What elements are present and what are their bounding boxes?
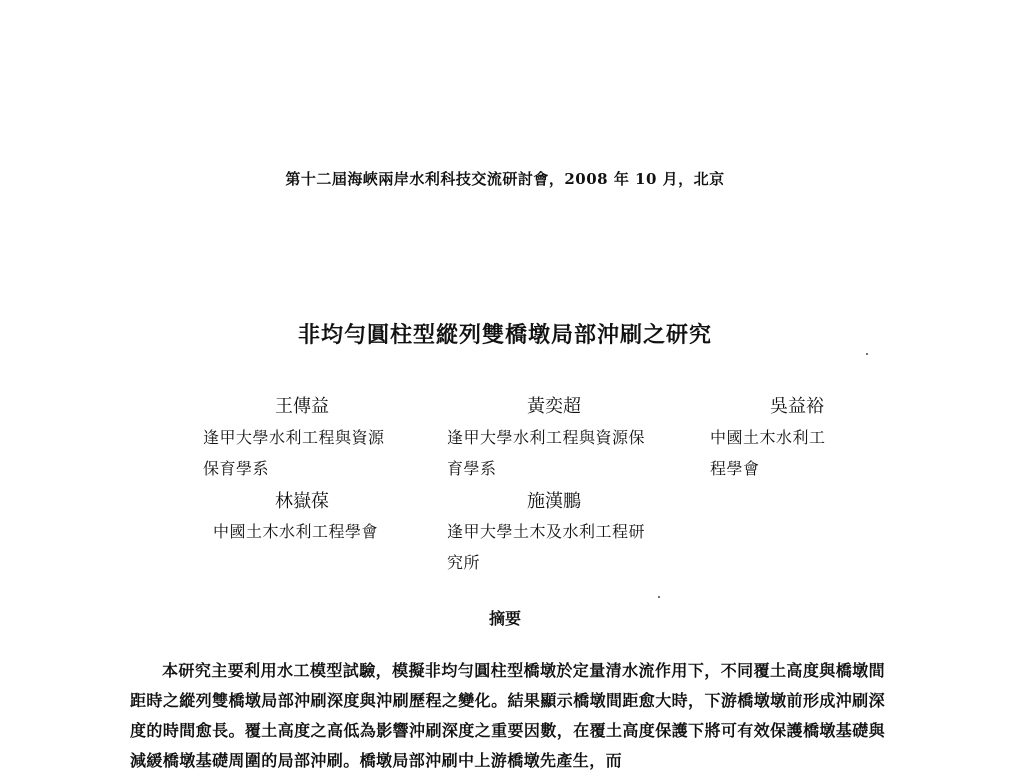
affiliation-line: 育學系 [447,459,497,478]
affiliation-line: 保育學系 [203,459,270,478]
affiliation-line: 究所 [447,553,481,572]
author-affiliation [447,516,677,578]
affiliation-line: 中國土木水利工程學會 [213,522,379,541]
affiliation-line: 程學會 [710,459,760,478]
author-affiliation [447,422,677,484]
paper-title: 非均勻圓柱型縱列雙橋墩局部沖刷之研究 [297,322,712,348]
affiliation-line: 逢甲大學水利工程與資源保 [447,428,646,447]
affiliation-line: 中國土木水利工 [710,428,826,447]
affiliation-line: 逢甲大學水利工程與資源 [203,428,385,447]
author-affiliation [213,516,433,547]
author-name: 林嶽葆 [275,491,329,512]
abstract-body: 本研究主要利用水工模型試驗，模擬非均勻圓柱型橋墩於定量清水流作用下，不同覆土高度與橋墩間距時之縱列雙橋墩局部沖刷深度與沖刷歷程之變化。結果顯示橋墩間距愈大時，下游橋墩墩前形成沖刷深度的時間愈長。覆土高度之高低為影響沖刷深度之重要因數，在覆土高度保護下將可有效保護橋墩基礎與減緩橋墩基礎周圍的局部沖刷。橋墩局部沖刷中上游橋墩先產生，而 [130,661,885,770]
author-name: 吳益裕 [770,396,824,417]
author-name: 黃奕超 [527,396,581,417]
scan-speck [866,353,868,355]
author-name: 施漢鵬 [527,491,581,512]
scan-speck [658,596,660,598]
author-affiliation [710,422,880,484]
author-affiliation [203,422,423,484]
abstract-heading: 摘要 [488,609,521,628]
author-name: 王傳益 [275,396,329,417]
affiliation-line: 逢甲大學土木及水利工程研 [447,522,646,541]
conference-header: 第十二屆海峽兩岸水利科技交流研討會，2008 年 10 月，北京 [285,170,725,188]
